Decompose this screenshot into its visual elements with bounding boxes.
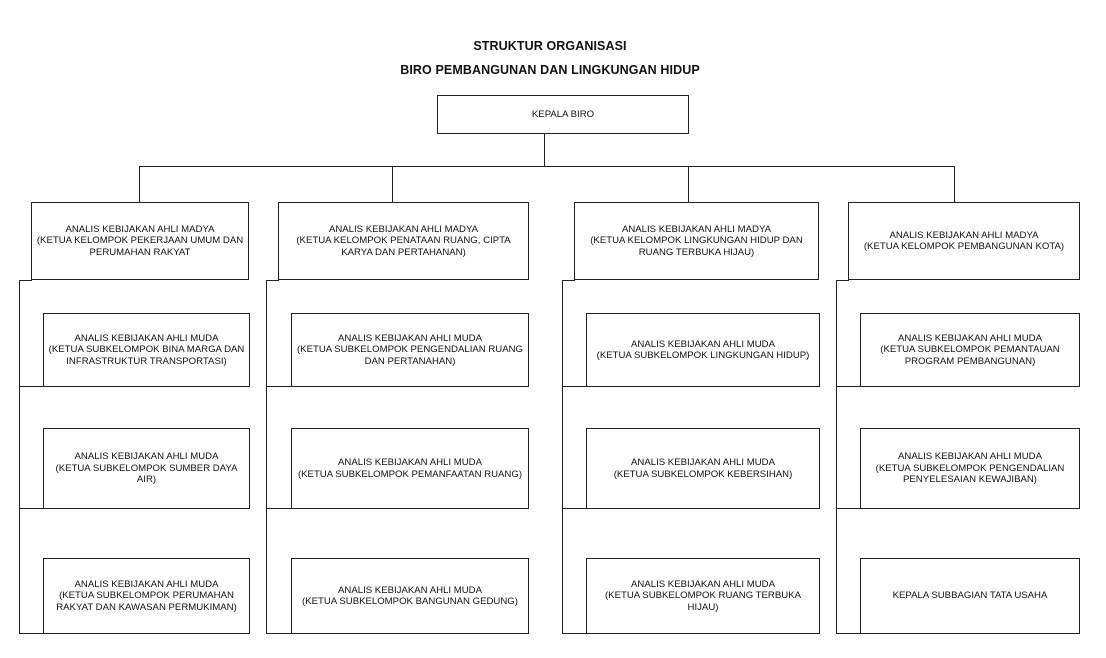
muda-box <box>291 313 529 387</box>
connector <box>562 386 587 387</box>
muda-box <box>291 428 529 509</box>
connector <box>688 166 689 202</box>
head-box <box>437 95 689 134</box>
connector <box>836 386 861 387</box>
muda-box <box>586 558 820 634</box>
muda-label: ANALIS KEBIJAKAN AHLI MUDA (KETUA SUBKELOMPOK LINGKUNGAN HIDUP) <box>596 338 810 361</box>
connector <box>19 280 32 281</box>
madya-box <box>31 202 249 280</box>
connector <box>562 280 563 634</box>
muda-label: ANALIS KEBIJAKAN AHLI MUDA (KETUA SUBKELOMPOK PENGENDALIAN RUANG DAN PERTANAHAN) <box>296 332 524 367</box>
madya-label: ANALIS KEBIJAKAN AHLI MADYA (KETUA KELOMPOK PEKERJAAN UMUM DAN PERUMAHAN RAKYAT <box>36 223 244 258</box>
subbag-box <box>860 558 1080 634</box>
madya-box <box>278 202 529 280</box>
connector <box>266 280 279 281</box>
muda-label: ANALIS KEBIJAKAN AHLI MUDA (KETUA SUBKELOMPOK RUANG TERBUKA HIJAU) <box>604 578 801 613</box>
chart-title: STRUKTUR ORGANISASI <box>473 39 627 53</box>
connector <box>544 134 545 166</box>
muda-label: ANALIS KEBIJAKAN AHLI MUDA (KETUA SUBKELOMPOK BANGUNAN GEDUNG) <box>302 584 518 607</box>
muda-box <box>43 558 250 634</box>
chart-subtitle: BIRO PEMBANGUNAN DAN LINGKUNGAN HIDUP <box>400 63 700 77</box>
muda-label: ANALIS KEBIJAKAN AHLI MUDA (KETUA SUBKELOMPOK PERUMAHAN RAKYAT DAN KAWASAN PERMUKIMAN) <box>56 578 237 613</box>
connector <box>139 166 140 202</box>
connector <box>954 166 955 202</box>
muda-box <box>586 428 820 509</box>
connector <box>392 166 393 202</box>
connector <box>266 508 291 509</box>
muda-label: ANALIS KEBIJAKAN AHLI MUDA (KETUA SUBKELOMPOK PEMANFAATAN RUANG) <box>297 457 523 480</box>
connector <box>19 386 44 387</box>
muda-label: ANALIS KEBIJAKAN AHLI MUDA (KETUA SUBKELOMPOK KEBERSIHAN) <box>613 457 793 480</box>
muda-label: ANALIS KEBIJAKAN AHLI MUDA (KETUA SUBKELOMPOK SUMBER DAYA AIR) <box>55 451 238 486</box>
connector <box>266 280 267 634</box>
muda-label: ANALIS KEBIJAKAN AHLI MUDA (KETUA SUBKELOMPOK PEMANTAUAN PROGRAM PEMBANGUNAN) <box>880 332 1060 367</box>
muda-box <box>43 428 250 509</box>
madya-label: ANALIS KEBIJAKAN AHLI MADYA (KETUA KELOMPOK PEMBANGUNAN KOTA) <box>863 229 1065 252</box>
muda-box <box>43 313 250 387</box>
muda-box <box>860 313 1080 387</box>
connector <box>266 633 291 634</box>
connector <box>562 508 587 509</box>
madya-label: ANALIS KEBIJAKAN AHLI MADYA (KETUA KELOMPOK PENATAAN RUANG, CIPTA KARYA DAN PERTAHANAN) <box>296 223 511 258</box>
connector <box>836 508 861 509</box>
connector <box>836 633 861 634</box>
muda-label: ANALIS KEBIJAKAN AHLI MUDA (KETUA SUBKELOMPOK PENGENDALIAN PENYELESAIAN KEWAJIBAN) <box>875 451 1065 486</box>
connector <box>836 280 837 634</box>
connector <box>19 508 44 509</box>
madya-box <box>574 202 819 280</box>
connector <box>836 280 849 281</box>
muda-box <box>291 558 529 634</box>
madya-label: ANALIS KEBIJAKAN AHLI MADYA (KETUA KELOMPOK LINGKUNGAN HIDUP DAN RUANG TERBUKA HIJAU) <box>590 223 803 258</box>
connector <box>19 280 20 634</box>
connector <box>139 166 955 167</box>
madya-box <box>848 202 1080 280</box>
subbag-label: KEPALA SUBBAGIAN TATA USAHA <box>892 590 1048 602</box>
connector <box>266 386 291 387</box>
muda-box <box>860 428 1080 509</box>
connector <box>19 633 44 634</box>
connector <box>562 633 587 634</box>
muda-box <box>586 313 820 387</box>
muda-label: ANALIS KEBIJAKAN AHLI MUDA (KETUA SUBKELOMPOK BINA MARGA DAN INFRASTRUKTUR TRANSPORTASI) <box>48 332 245 367</box>
head-label: KEPALA BIRO <box>531 108 595 120</box>
connector <box>562 280 575 281</box>
